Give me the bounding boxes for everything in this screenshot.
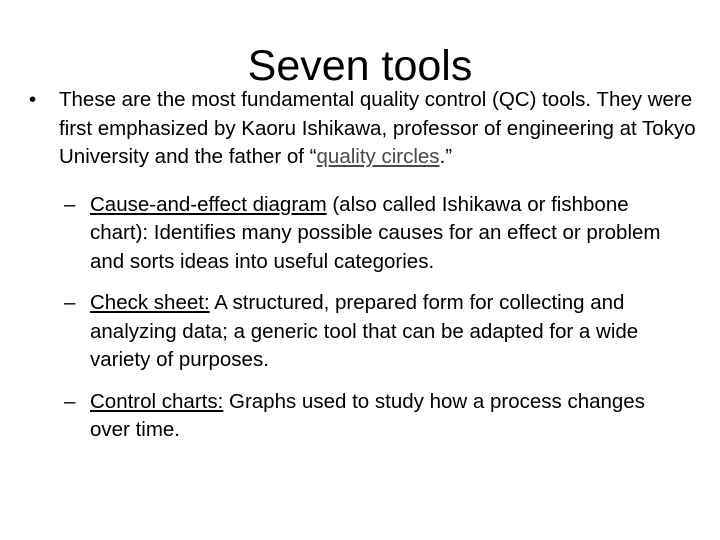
sub-item-text: Graphs used to study how a process changes over time. [90, 389, 645, 441]
dash-marker: – [64, 192, 76, 216]
intro-text: These are the most fundamental quality control (QC) tools. They were first emphasized by Kaoru Ishikawa, professor of engineering at Tokyo University and the father of “ [59, 88, 696, 168]
dash-marker: – [64, 291, 76, 314]
slide-body [0, 86, 720, 445]
slide-title: Seven tools [247, 42, 473, 90]
quality-circles-link[interactable]: quality circles [316, 145, 440, 168]
check-sheet-link[interactable]: Check sheet: [90, 291, 210, 314]
intro-text-end: .” [439, 145, 453, 168]
sub-item-text: A structured, prepared form for collecting and analyzing data; a generic tool that can be adapted for a wide variety of purposes. [90, 291, 639, 371]
sub-item-text: (also called Ishikawa or fishbone chart): Identifies many possible causes for an effect or problem and sorts ideas into useful categories. [90, 192, 661, 273]
sub-item-cause-effect [64, 191, 690, 277]
sub-item-control-charts [64, 388, 690, 445]
control-charts-link[interactable]: Control charts: [90, 389, 224, 413]
dash-marker: – [64, 389, 76, 413]
bullet-marker: • [29, 88, 37, 111]
cause-effect-diagram-link[interactable]: Cause-and-effect diagram [90, 192, 327, 216]
intro-bullet [29, 86, 699, 172]
sub-item-check-sheet [64, 289, 690, 375]
